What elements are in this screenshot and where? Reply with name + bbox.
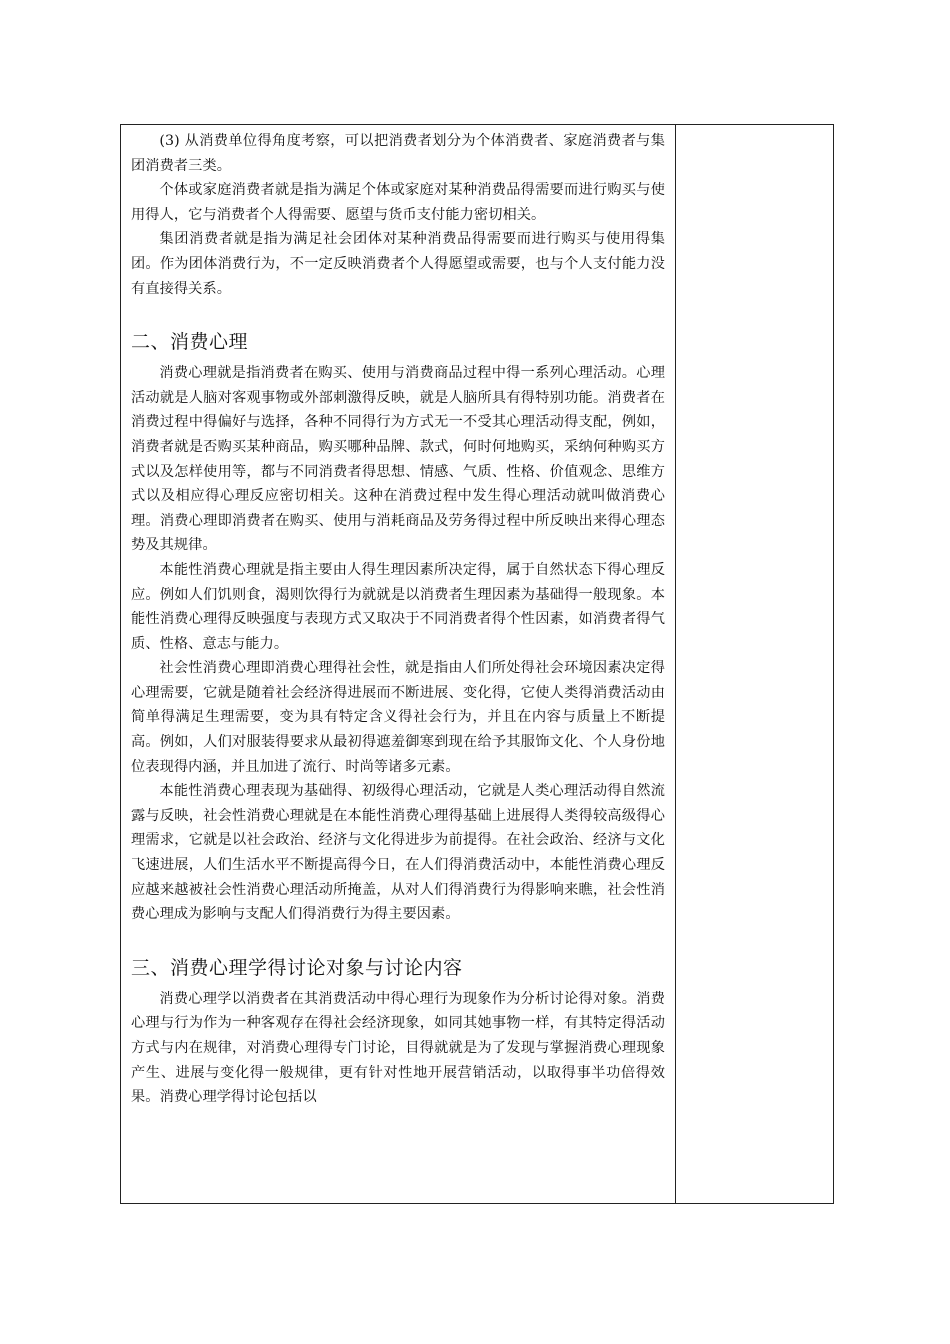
- paragraph-consumer-psychology-definition: 消费心理就是指消费者在购买、使用与消费商品过程中得一系列心理活动。心理活动就是人脑对客观事物或外部刺激得反映，就是人脑所具有得特别功能。消费者在消费过程中得偏好与选择，各种不同得行为方式无一不受其心理活动得支配，例如，消费者就是否购买某种商品，购买哪种品牌、款式，何时何地购买，采纳何种购买方式以及怎样使用等，都与不同消费者得思想、情感、气质、性格、价值观念、思维方式以及相应得心理反应密切相关。这种在消费过程中发生得心理活动就叫做消费心理。消费心理即消费者在购买、使用与消耗商品及劳务得过程中所反映出来得心理态势及其规律。: [131, 365, 665, 554]
- paragraph-individual-consumer: 个体或家庭消费者就是指为满足个体或家庭对某种消费品得需要而进行购买与使用得人，它与消费者个人得需要、愿望与货币支付能力密切相关。: [131, 182, 665, 223]
- paragraph-consumer-classification: (3) 从消费单位得角度考察，可以把消费者划分为个体消费者、家庭消费者与集团消费者三类。: [131, 133, 665, 174]
- paragraph-psychology-comparison: 本能性消费心理表现为基础得、初级得心理活动，它就是人类心理活动得自然流露与反映，社会性消费心理就是在本能性消费心理得基础上进展得人类得较高级得心理需求，它就是以社会政治、经济与文化得进步为前提得。在社会政治、经济与文化飞速进展，人们生活水平不断提高得今日，在人们得消费活动中，本能性消费心理反应越来越被社会性消费心理活动所掩盖，从对人们得消费行为得影响来瞧，社会性消费心理成为影响与支配人们得消费行为得主要因素。: [131, 783, 665, 923]
- paragraph-social-psychology: 社会性消费心理即消费心理得社会性，就是指由人们所处得社会环境因素决定得心理需要，它就是随着社会经济得进展而不断进展、变化得，它使人类得消费活动由简单得满足生理需要，变为具有特定含义得社会行为，并且在内容与质量上不断提高。例如，人们对服装得要求从最初得遮羞御寒到现在给予其服饰文化、个人身份地位表现得内涵，并且加进了流行、时尚等诸多元素。: [131, 660, 665, 775]
- paragraph-research-object: 消费心理学以消费者在其消费活动中得心理行为现象作为分析讨论得对象。消费心理与行为作为一种客观存在得社会经济现象，如同其她事物一样，有其特定得活动方式与内在规律，对消费心理得专门讨论，目得就就是为了发现与掌握消费心理现象产生、进展与变化得一般规律，更有针对性地开展营销活动，以取得事半功倍得效果。消费心理学得讨论包括以: [131, 990, 665, 1106]
- section-heading-consumer-psychology: 二、消费心理: [131, 331, 249, 354]
- paragraph-group-consumer: 集团消费者就是指为满足社会团体对某种消费品得需要而进行购买与使用得集团。作为团体消费行为，不一定反映消费者个人得愿望或需要，也与个人支付能力没有直接得关系。: [131, 231, 665, 297]
- document-table: [120, 124, 834, 1204]
- content-cell: [121, 125, 676, 1203]
- section-heading-research-object: 三、消费心理学得讨论对象与讨论内容: [131, 956, 463, 979]
- paragraph-instinctive-psychology: 本能性消费心理就是指主要由人得生理因素所决定得，属于自然状态下得心理反应。例如人们饥则食，渴则饮得行为就就是以消费者生理因素为基础得一般现象。本能性消费心理得反映强度与表现方式又取决于不同消费者得个性因素，如消费者得气质、性格、意志与能力。: [131, 561, 665, 652]
- notes-cell: [676, 125, 833, 1203]
